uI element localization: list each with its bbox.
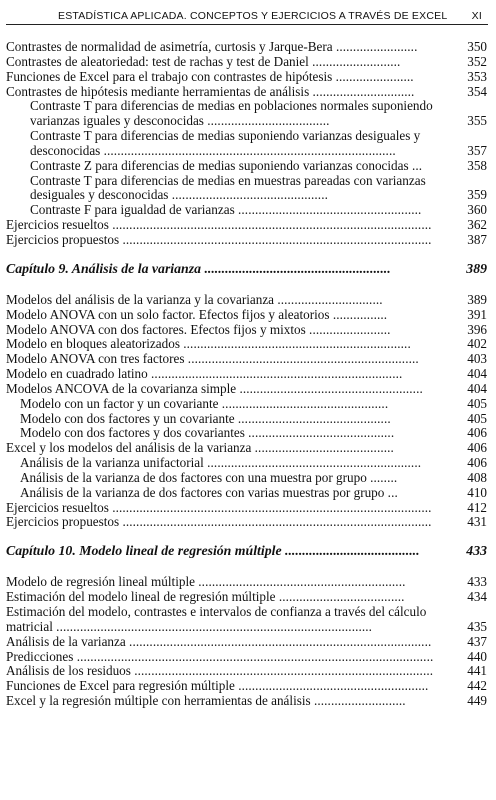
toc-entry-title: Análisis de la varianza de dos factores con varias muestras por grupo	[20, 484, 385, 500]
running-header-title: ESTADÍSTICA APLICADA. CONCEPTOS Y EJERCICIOS A TRAVÉS DE EXCEL	[58, 10, 448, 22]
leader-dots: ..............................................................................................	[112, 499, 432, 515]
toc-entry-page: 440	[467, 648, 487, 664]
toc-entry[interactable]	[6, 471, 487, 486]
toc-entry-page: 355	[467, 113, 487, 129]
toc-entry-page: 449	[467, 693, 487, 709]
toc-entry[interactable]	[6, 367, 487, 382]
toc-entry-page: 404	[467, 380, 487, 396]
toc-entry[interactable]	[6, 456, 487, 471]
leader-dots: ......................................................................................	[103, 142, 396, 158]
toc-section-contrastes	[6, 40, 487, 248]
toc-entry-title: Modelo en cuadrado latino	[6, 366, 148, 382]
spacer	[6, 558, 487, 575]
toc-entry-title: Análisis de la varianza	[6, 633, 126, 649]
leader-dots: .......................................	[285, 543, 420, 559]
toc-entry-page: 406	[467, 455, 487, 471]
leader-dots: ..............................................	[171, 187, 328, 203]
toc-entry-page: 412	[467, 499, 487, 515]
table-of-contents	[6, 40, 487, 709]
leader-dots: ....................................	[207, 113, 330, 129]
toc-entry[interactable]	[6, 426, 487, 441]
toc-entry-title: Modelo ANOVA con un solo factor. Efectos fijos y aleatorios	[6, 306, 330, 322]
toc-entry-title: Contrastes de aleatoriedad: test de rachas y test de Daniel	[6, 53, 309, 69]
toc-entry-page: 435	[467, 618, 487, 634]
toc-entry-page: 350	[467, 39, 487, 54]
leader-dots: .........................................	[254, 440, 394, 456]
leader-dots: ...........................................................................................	[122, 514, 432, 530]
toc-entry-title: Excel y los modelos del análisis de la varianza	[6, 440, 252, 456]
toc-entry[interactable]	[6, 323, 487, 338]
toc-entry[interactable]	[6, 129, 487, 159]
toc-entry-title: Modelo ANOVA con dos factores. Efectos fijos y mixtos	[6, 321, 306, 337]
toc-entry[interactable]	[6, 679, 487, 694]
toc-entry[interactable]	[6, 486, 487, 501]
toc-entry-title: Contraste Z para diferencias de medias suponiendo varianzas conocidas	[30, 157, 409, 173]
leader-dots: ........................................................	[238, 678, 429, 694]
chapter-page: 433	[466, 543, 487, 559]
leader-dots: ......................................................	[204, 260, 391, 276]
toc-entry[interactable]	[6, 55, 487, 70]
toc-entry[interactable]	[6, 382, 487, 397]
chapter-title: Capítulo 9. Análisis de la varianza	[6, 260, 201, 276]
toc-entry-page: 352	[467, 53, 487, 69]
leader-dots: ...........................................	[248, 425, 395, 441]
toc-entry-page: 405	[467, 410, 487, 426]
toc-entry-page: 437	[467, 633, 487, 649]
toc-entry[interactable]	[6, 40, 487, 55]
toc-entry-page: 433	[467, 574, 487, 590]
toc-entry[interactable]	[6, 293, 487, 308]
toc-entry-title: Análisis de la varianza unifactorial	[20, 455, 204, 471]
toc-entry-page: 360	[467, 202, 487, 218]
toc-entry-page: 434	[467, 589, 487, 605]
leader-dots: ........	[370, 469, 398, 485]
toc-entry-title: Ejercicios propuestos	[6, 514, 120, 530]
toc-entry-page: 441	[467, 663, 487, 679]
toc-entry-page: 410	[467, 484, 487, 500]
toc-entry-title: Modelos ANCOVA de la covarianza simple	[6, 380, 237, 396]
running-header	[44, 6, 484, 24]
spacer	[6, 530, 487, 543]
leader-dots: ................	[332, 306, 388, 322]
toc-entry[interactable]	[6, 337, 487, 352]
toc-entry[interactable]	[6, 203, 487, 218]
leader-dots: ...............................................................	[207, 455, 422, 471]
toc-entry[interactable]	[6, 605, 487, 635]
toc-entry-title: Funciones de Excel para regresión múltiple	[6, 678, 235, 694]
toc-entry-title: Contrastes de hipótesis mediante herramientas de análisis	[6, 83, 310, 99]
toc-entry-title: Contraste F para igualdad de varianzas	[30, 202, 235, 218]
toc-entry-page: 404	[467, 366, 487, 382]
toc-entry[interactable]	[6, 501, 487, 516]
toc-entry-title: Modelo con dos factores y dos covariantes	[20, 425, 245, 441]
toc-entry-title: Contraste T para diferencias de medias suponiendo varianzas desiguales y desconocidas	[30, 128, 421, 158]
toc-entry-title: Análisis de los residuos	[6, 663, 131, 679]
toc-entry-page: 442	[467, 678, 487, 694]
toc-entry-page: 389	[467, 291, 487, 307]
toc-entry[interactable]	[6, 85, 487, 100]
toc-entry-page: 402	[467, 336, 487, 352]
toc-entry-title: Modelos del análisis de la varianza y la covarianza	[6, 291, 275, 307]
toc-entry-title: Modelo de regresión lineal múltiple	[6, 574, 195, 590]
toc-entry[interactable]	[6, 590, 487, 605]
toc-entry-page: 359	[467, 187, 487, 203]
toc-section-chapter10	[6, 575, 487, 709]
header-rule	[6, 24, 488, 25]
toc-entry[interactable]	[6, 694, 487, 709]
toc-entry-page: 362	[467, 217, 487, 233]
leader-dots: .............................................................................................	[56, 618, 373, 634]
toc-entry[interactable]	[6, 218, 487, 233]
toc-entry-title: Modelo ANOVA con tres factores	[6, 351, 185, 367]
toc-entry[interactable]	[6, 233, 487, 248]
toc-entry[interactable]	[6, 441, 487, 456]
toc-entry[interactable]	[6, 397, 487, 412]
toc-entry[interactable]	[6, 664, 487, 679]
leader-dots: .......................	[335, 68, 414, 84]
toc-entry-title: Ejercicios propuestos	[6, 231, 120, 247]
leader-dots: ......................................................	[238, 202, 422, 218]
toc-entry-title: Estimación del modelo lineal de regresión múltiple	[6, 589, 276, 605]
leader-dots: ........................................................................................	[134, 663, 434, 679]
toc-entry[interactable]	[6, 308, 487, 323]
toc-entry-page: 357	[467, 142, 487, 158]
spacer	[6, 276, 487, 293]
toc-entry-page: 387	[467, 231, 487, 247]
toc-entry[interactable]	[6, 650, 487, 665]
toc-entry[interactable]	[6, 575, 487, 590]
leader-dots: ......................................................	[239, 380, 423, 396]
leader-dots: .....................................	[278, 589, 405, 605]
leader-dots: .........................................................................................................	[76, 648, 434, 664]
toc-entry-title: Ejercicios resueltos	[6, 217, 109, 233]
leader-dots: ..........................................................................	[151, 366, 403, 382]
toc-entry-title: Contraste T para diferencias de medias en muestras pareadas con varianzas desiguales y desconocidas	[30, 172, 426, 203]
toc-entry[interactable]	[6, 70, 487, 85]
leader-dots: ...........................................................................................	[122, 231, 432, 247]
toc-entry[interactable]	[6, 352, 487, 367]
chapter-title: Capítulo 10. Modelo lineal de regresión múltiple	[6, 543, 282, 559]
toc-entry-title: Análisis de la varianza de dos factores con una muestra por grupo	[20, 469, 367, 485]
toc-entry[interactable]	[6, 515, 487, 530]
leader-dots: ..............................................................................................	[112, 217, 432, 233]
toc-entry[interactable]	[6, 412, 487, 427]
leader-dots: ...........................	[313, 693, 406, 709]
toc-entry[interactable]	[6, 159, 487, 174]
spacer	[6, 248, 487, 261]
toc-entry-title: Modelo con un factor y un covariante	[20, 395, 219, 411]
leader-dots: ...............................	[277, 291, 383, 307]
leader-dots: ....................................................................	[187, 351, 419, 367]
leader-dots: ........................	[309, 321, 391, 337]
leader-dots: ...	[411, 157, 423, 173]
toc-entry-page: 358	[467, 157, 487, 173]
toc-entry-title: Modelo en bloques aleatorizados	[6, 336, 180, 352]
toc-section-chapter9	[6, 293, 487, 531]
toc-entry-title: Ejercicios resueltos	[6, 499, 109, 515]
leader-dots: .............................................	[237, 410, 391, 426]
toc-entry-page: 391	[467, 306, 487, 322]
chapter-page: 389	[466, 260, 487, 276]
leader-dots: ........................	[335, 39, 418, 54]
toc-entry[interactable]	[6, 99, 487, 129]
toc-entry-title: Contraste T para diferencias de medias en poblaciones normales suponiendo varianzas iguales y desconocidas	[30, 98, 433, 129]
leader-dots: ...................................................................	[183, 336, 411, 352]
toc-entry-title: Predicciones	[6, 648, 74, 664]
leader-dots: ..............................	[312, 83, 415, 99]
leader-dots: ...	[387, 484, 398, 500]
toc-entry[interactable]	[6, 174, 487, 204]
leader-dots: .........................................................................................	[129, 633, 432, 649]
toc-entry-title: Excel y la regresión múltiple con herramientas de análisis	[6, 693, 311, 709]
toc-entry-title: Modelo con dos factores y un covariante	[20, 410, 235, 426]
leader-dots: .............................................................	[198, 574, 406, 590]
chapter-heading[interactable]	[6, 261, 487, 276]
page-number: XI	[471, 10, 482, 22]
toc-entry-title: Funciones de Excel para el trabajo con contrastes de hipótesis	[6, 68, 333, 84]
toc-entry-page: 403	[467, 351, 487, 367]
toc-entry-page: 408	[467, 469, 487, 485]
toc-entry-title: Contrastes de normalidad de asimetría, curtosis y Jarque-Bera	[6, 39, 333, 54]
toc-entry-page: 353	[467, 68, 487, 84]
leader-dots: .................................................	[221, 395, 389, 411]
chapter-heading[interactable]	[6, 543, 487, 558]
toc-entry[interactable]	[6, 635, 487, 650]
toc-entry-page: 431	[467, 514, 487, 530]
toc-entry-page: 405	[467, 395, 487, 411]
toc-entry-page: 406	[467, 440, 487, 456]
toc-entry-page: 396	[467, 321, 487, 337]
toc-entry-title: Estimación del modelo, contrastes e intervalos de confianza a través del cálculo matricial	[6, 604, 427, 634]
toc-entry-page: 406	[467, 425, 487, 441]
toc-entry-page: 354	[467, 83, 487, 99]
leader-dots: ..........................	[312, 53, 401, 69]
